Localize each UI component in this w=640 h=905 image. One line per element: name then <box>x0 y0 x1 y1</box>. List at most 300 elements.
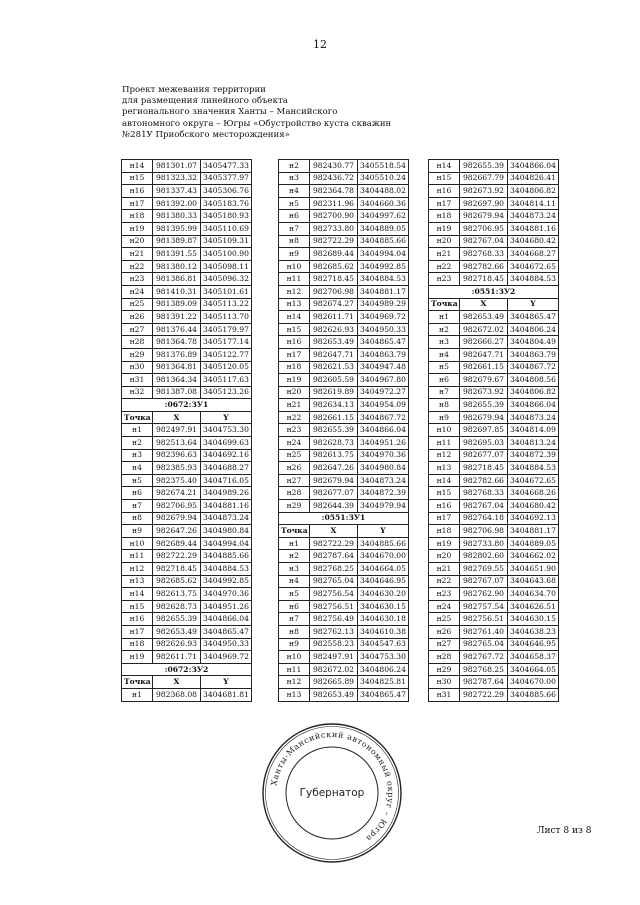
table-row <box>429 651 559 664</box>
y-cell: 3404873.24 <box>508 411 559 424</box>
x-cell: 982689.44 <box>310 248 358 261</box>
point-cell: н3 <box>279 563 310 576</box>
column-header-point: Точка <box>122 411 153 424</box>
x-cell: 982722.29 <box>310 537 358 550</box>
table-row <box>122 336 252 349</box>
point-cell: н26 <box>279 462 310 475</box>
point-cell: н25 <box>429 613 460 626</box>
x-cell: 981380.33 <box>153 210 201 223</box>
point-cell: н8 <box>429 399 460 412</box>
x-cell: 981392.00 <box>153 197 201 210</box>
y-cell: 3404638.23 <box>508 625 559 638</box>
point-cell: н29 <box>122 348 153 361</box>
table-row <box>122 298 252 311</box>
x-cell: 982782.66 <box>460 260 508 273</box>
point-cell: н17 <box>279 348 310 361</box>
point-cell: н14 <box>122 160 153 173</box>
point-cell: н18 <box>279 361 310 374</box>
x-cell: 982697.90 <box>460 197 508 210</box>
table-row <box>429 487 559 500</box>
y-cell: 3404866.04 <box>201 613 252 626</box>
table-row <box>122 172 252 185</box>
y-cell: 3404646.95 <box>508 638 559 651</box>
x-cell: 981386.81 <box>153 273 201 286</box>
y-cell: 3404994.04 <box>358 248 409 261</box>
table-row <box>279 500 409 513</box>
point-cell: н12 <box>429 449 460 462</box>
y-cell: 3404668.27 <box>508 248 559 261</box>
x-cell: 982655.39 <box>460 399 508 412</box>
point-cell: н19 <box>122 222 153 235</box>
point-cell: н31 <box>429 688 460 701</box>
table-row <box>279 222 409 235</box>
table-row <box>279 361 409 374</box>
point-cell: н1 <box>429 311 460 324</box>
x-cell: 982700.90 <box>310 210 358 223</box>
point-cell: н19 <box>429 537 460 550</box>
section-title: :0672:ЗУ2 <box>122 663 252 676</box>
sheet-label: Лист 8 из 8 <box>537 826 592 836</box>
x-cell: 982769.55 <box>460 563 508 576</box>
x-cell: 982768.33 <box>460 248 508 261</box>
table-row <box>429 348 559 361</box>
point-cell: н5 <box>429 361 460 374</box>
point-cell: н13 <box>122 575 153 588</box>
y-cell: 3404680.42 <box>508 235 559 248</box>
point-cell: н7 <box>429 386 460 399</box>
x-cell: 982733.80 <box>310 222 358 235</box>
table-row <box>279 399 409 412</box>
table-row <box>122 537 252 550</box>
table-row <box>122 424 252 437</box>
x-cell: 982765.04 <box>460 638 508 651</box>
table-row <box>279 235 409 248</box>
point-cell: н23 <box>122 273 153 286</box>
point-cell: н13 <box>279 688 310 701</box>
y-cell: 3404670.00 <box>358 550 409 563</box>
point-cell: н26 <box>122 311 153 324</box>
point-cell: н29 <box>279 500 310 513</box>
y-cell: 3404989.26 <box>201 487 252 500</box>
y-cell: 3404889.05 <box>508 537 559 550</box>
point-cell: н6 <box>429 374 460 387</box>
table-row <box>279 663 409 676</box>
table-row <box>122 550 252 563</box>
point-cell: н6 <box>279 210 310 223</box>
point-cell: н5 <box>279 197 310 210</box>
x-cell: 982621.53 <box>310 361 358 374</box>
point-cell: н7 <box>122 500 153 513</box>
y-cell: 3404947.48 <box>358 361 409 374</box>
point-cell: н17 <box>429 512 460 525</box>
point-cell: н25 <box>279 449 310 462</box>
point-cell: н20 <box>429 235 460 248</box>
table-row <box>279 172 409 185</box>
y-cell: 3404865.47 <box>508 311 559 324</box>
x-cell: 982697.85 <box>460 424 508 437</box>
y-cell: 3404884.53 <box>201 563 252 576</box>
table-row <box>429 537 559 550</box>
y-cell: 3404662.02 <box>508 550 559 563</box>
y-cell: 3405120.05 <box>201 361 252 374</box>
y-cell: 3405096.32 <box>201 273 252 286</box>
point-cell: н24 <box>429 600 460 613</box>
y-cell: 3404884.53 <box>508 462 559 475</box>
x-cell: 981364.34 <box>153 374 201 387</box>
x-cell: 982787.64 <box>310 550 358 563</box>
point-cell: н15 <box>279 323 310 336</box>
table-row <box>429 663 559 676</box>
point-cell: н11 <box>279 663 310 676</box>
heading-line: автономного округа – Югры «Обустройство куста скважин <box>122 118 392 129</box>
point-cell: н10 <box>279 651 310 664</box>
point-cell: н1 <box>122 688 153 701</box>
y-cell: 3404994.04 <box>201 537 252 550</box>
y-cell: 3404979.94 <box>358 500 409 513</box>
y-cell: 3404808.56 <box>508 374 559 387</box>
table-row <box>279 411 409 424</box>
point-cell: н8 <box>279 625 310 638</box>
table-row <box>122 625 252 638</box>
y-cell: 3404664.05 <box>358 563 409 576</box>
x-cell: 982436.72 <box>310 172 358 185</box>
point-cell: н9 <box>279 248 310 261</box>
table-row <box>429 449 559 462</box>
y-cell: 3404866.04 <box>508 399 559 412</box>
x-cell: 982706.95 <box>460 222 508 235</box>
table-row <box>122 575 252 588</box>
y-cell: 3405123.26 <box>201 386 252 399</box>
point-cell: н28 <box>279 487 310 500</box>
point-cell: н27 <box>279 474 310 487</box>
table-row <box>429 172 559 185</box>
y-cell: 3404692.16 <box>201 449 252 462</box>
point-cell: н15 <box>122 600 153 613</box>
table-row <box>122 512 252 525</box>
x-cell: 981389.87 <box>153 235 201 248</box>
section-row <box>122 399 252 412</box>
point-cell: н3 <box>279 172 310 185</box>
x-cell: 982661.15 <box>310 411 358 424</box>
x-cell: 982611.71 <box>153 651 201 664</box>
y-cell: 3404804.49 <box>508 336 559 349</box>
heading-line: для размещения линейного объекта <box>122 96 288 107</box>
y-cell: 3404688.27 <box>201 462 252 475</box>
x-cell: 981389.09 <box>153 298 201 311</box>
section-title: :0672:ЗУ1 <box>122 399 252 412</box>
table-row <box>429 323 559 336</box>
point-cell: н21 <box>122 248 153 261</box>
point-cell: н6 <box>279 600 310 613</box>
y-cell: 3404863.79 <box>358 348 409 361</box>
table-row <box>429 197 559 210</box>
y-cell: 3404643.68 <box>508 575 559 588</box>
point-cell: н5 <box>122 474 153 487</box>
y-cell: 3404970.36 <box>201 588 252 601</box>
table-row <box>429 588 559 601</box>
x-cell: 982733.80 <box>460 537 508 550</box>
point-cell: н20 <box>429 550 460 563</box>
governor-seal <box>261 722 403 864</box>
x-cell: 982767.04 <box>460 235 508 248</box>
point-cell: н18 <box>122 638 153 651</box>
table-row <box>279 474 409 487</box>
y-cell: 3405179.97 <box>201 323 252 336</box>
table-row <box>429 676 559 689</box>
y-cell: 3404884.53 <box>358 273 409 286</box>
point-cell: н26 <box>429 625 460 638</box>
x-cell: 982628.73 <box>153 600 201 613</box>
y-cell: 3404753.30 <box>201 424 252 437</box>
point-cell: н32 <box>122 386 153 399</box>
y-cell: 3405109.31 <box>201 235 252 248</box>
y-cell: 3404873.24 <box>358 474 409 487</box>
document-heading <box>122 85 422 141</box>
x-cell: 982722.29 <box>153 550 201 563</box>
y-cell: 3404651.90 <box>508 563 559 576</box>
x-cell: 982672.02 <box>310 663 358 676</box>
x-cell: 982385.93 <box>153 462 201 475</box>
table-row <box>122 613 252 626</box>
table-row <box>122 273 252 286</box>
y-cell: 3404658.37 <box>508 651 559 664</box>
y-cell: 3404970.36 <box>358 449 409 462</box>
x-cell: 982782.66 <box>460 474 508 487</box>
table-row <box>122 474 252 487</box>
table-row <box>429 525 559 538</box>
y-cell: 3404668.26 <box>508 487 559 500</box>
table-row <box>429 160 559 173</box>
x-cell: 982634.13 <box>310 399 358 412</box>
point-cell: н30 <box>429 676 460 689</box>
table-row <box>279 625 409 638</box>
y-cell: 3404989.29 <box>358 298 409 311</box>
y-cell: 3404867.72 <box>358 411 409 424</box>
x-cell: 981380.12 <box>153 260 201 273</box>
x-cell: 981391.22 <box>153 311 201 324</box>
point-cell: н7 <box>279 222 310 235</box>
y-cell: 3404873.24 <box>508 210 559 223</box>
y-cell: 3405098.11 <box>201 260 252 273</box>
point-cell: н23 <box>429 273 460 286</box>
x-cell: 982613.75 <box>153 588 201 601</box>
heading-line: №281У Приобского месторождения» <box>122 129 290 140</box>
x-cell: 982626.93 <box>153 638 201 651</box>
point-cell: н2 <box>122 437 153 450</box>
table-row <box>429 361 559 374</box>
table-row <box>429 386 559 399</box>
x-cell: 981387.08 <box>153 386 201 399</box>
y-cell: 3404660.36 <box>358 197 409 210</box>
table-row <box>122 210 252 223</box>
table-row <box>279 462 409 475</box>
table-row <box>122 323 252 336</box>
x-cell: 982430.77 <box>310 160 358 173</box>
table-row <box>122 248 252 261</box>
point-cell: н15 <box>429 172 460 185</box>
x-cell: 982677.07 <box>310 487 358 500</box>
y-cell: 3404806.24 <box>508 323 559 336</box>
table-row <box>122 197 252 210</box>
table-row <box>122 260 252 273</box>
y-cell: 3405177.14 <box>201 336 252 349</box>
y-cell: 3404670.00 <box>508 676 559 689</box>
y-cell: 3405180.93 <box>201 210 252 223</box>
x-cell: 982762.90 <box>460 588 508 601</box>
coordinates-table-right <box>428 159 559 702</box>
x-cell: 982653.49 <box>460 311 508 324</box>
y-cell: 3405518.54 <box>358 160 409 173</box>
point-cell: н7 <box>279 613 310 626</box>
point-cell: н2 <box>429 323 460 336</box>
table-row <box>429 512 559 525</box>
y-cell: 3404716.05 <box>201 474 252 487</box>
x-cell: 982665.89 <box>310 676 358 689</box>
point-cell: н4 <box>429 348 460 361</box>
point-cell: н6 <box>122 487 153 500</box>
point-cell: н22 <box>279 411 310 424</box>
table-row <box>122 285 252 298</box>
x-cell: 982718.45 <box>153 563 201 576</box>
x-cell: 982666.27 <box>460 336 508 349</box>
x-cell: 982655.39 <box>460 160 508 173</box>
x-cell: 981301.07 <box>153 160 201 173</box>
section-title: :0551:ЗУ1 <box>279 512 409 525</box>
point-cell: н8 <box>279 235 310 248</box>
point-cell: н15 <box>429 487 460 500</box>
point-cell: н20 <box>122 235 153 248</box>
table-row <box>429 688 559 701</box>
column-header-x: X <box>310 525 358 538</box>
table-row <box>279 311 409 324</box>
point-cell: н10 <box>122 537 153 550</box>
coordinates-table-left <box>121 159 252 702</box>
table-row <box>122 588 252 601</box>
point-cell: н14 <box>122 588 153 601</box>
table-row <box>122 638 252 651</box>
table-row <box>429 424 559 437</box>
point-cell: н5 <box>279 588 310 601</box>
y-cell: 3404951.26 <box>201 600 252 613</box>
point-cell: н9 <box>279 638 310 651</box>
x-cell: 982655.39 <box>310 424 358 437</box>
y-cell: 3404547.63 <box>358 638 409 651</box>
y-cell: 3404865.47 <box>201 625 252 638</box>
x-cell: 982685.62 <box>310 260 358 273</box>
x-cell: 982677.07 <box>460 449 508 462</box>
x-cell: 982653.49 <box>153 625 201 638</box>
x-cell: 981376.89 <box>153 348 201 361</box>
point-cell: н16 <box>122 185 153 198</box>
x-cell: 982722.29 <box>310 235 358 248</box>
table-row <box>122 374 252 387</box>
x-cell: 982768.25 <box>310 563 358 576</box>
x-cell: 982647.71 <box>460 348 508 361</box>
x-cell: 982647.71 <box>310 348 358 361</box>
y-cell: 3404881.16 <box>508 222 559 235</box>
y-cell: 3405122.77 <box>201 348 252 361</box>
y-cell: 3405183.76 <box>201 197 252 210</box>
table-row <box>279 298 409 311</box>
table-row <box>429 638 559 651</box>
table-row <box>122 348 252 361</box>
x-cell: 982655.39 <box>153 613 201 626</box>
column-header-point: Точка <box>122 676 153 689</box>
y-cell: 3404806.82 <box>508 386 559 399</box>
point-cell: н28 <box>122 336 153 349</box>
table-row <box>122 235 252 248</box>
x-cell: 982718.45 <box>460 273 508 286</box>
table-row <box>279 437 409 450</box>
x-cell: 982756.49 <box>310 613 358 626</box>
point-cell: н14 <box>279 311 310 324</box>
x-cell: 982706.98 <box>310 285 358 298</box>
table-header-row <box>279 525 409 538</box>
x-cell: 981323.32 <box>153 172 201 185</box>
point-cell: н13 <box>279 298 310 311</box>
table-row <box>122 222 252 235</box>
table-row <box>279 424 409 437</box>
y-cell: 3404881.17 <box>358 285 409 298</box>
y-cell: 3404969.72 <box>201 651 252 664</box>
x-cell: 982764.18 <box>460 512 508 525</box>
point-cell: н10 <box>279 260 310 273</box>
section-row <box>279 512 409 525</box>
point-cell: н18 <box>122 210 153 223</box>
point-cell: н9 <box>122 525 153 538</box>
seal-ring-text: Ханты-Мансийский автономный округ – Югра <box>269 729 396 844</box>
x-cell: 982802.60 <box>460 550 508 563</box>
x-cell: 981391.55 <box>153 248 201 261</box>
point-cell: н15 <box>122 172 153 185</box>
column-header-y: Y <box>358 525 409 538</box>
x-cell: 982695.03 <box>460 437 508 450</box>
point-cell: н1 <box>279 537 310 550</box>
x-cell: 982368.08 <box>153 688 201 701</box>
table-row <box>279 260 409 273</box>
table-row <box>429 474 559 487</box>
y-cell: 3404967.80 <box>358 374 409 387</box>
table-row <box>429 248 559 261</box>
x-cell: 982497.91 <box>153 424 201 437</box>
y-cell: 3405100.90 <box>201 248 252 261</box>
point-cell: н27 <box>429 638 460 651</box>
y-cell: 3404997.62 <box>358 210 409 223</box>
table-row <box>122 185 252 198</box>
y-cell: 3404630.15 <box>508 613 559 626</box>
x-cell: 982787.64 <box>460 676 508 689</box>
point-cell: н10 <box>429 424 460 437</box>
y-cell: 3405306.76 <box>201 185 252 198</box>
table-row <box>429 311 559 324</box>
table-row <box>122 563 252 576</box>
table-row <box>429 563 559 576</box>
x-cell: 981364.78 <box>153 336 201 349</box>
point-cell: н28 <box>429 651 460 664</box>
y-cell: 3404681.81 <box>201 688 252 701</box>
x-cell: 982558.23 <box>310 638 358 651</box>
point-cell: н30 <box>122 361 153 374</box>
column-header-y: Y <box>508 298 559 311</box>
x-cell: 982756.54 <box>310 588 358 601</box>
y-cell: 3405377.97 <box>201 172 252 185</box>
table-row <box>429 500 559 513</box>
section-row <box>429 285 559 298</box>
point-cell: н21 <box>429 248 460 261</box>
y-cell: 3404992.85 <box>358 260 409 273</box>
x-cell: 981395.99 <box>153 222 201 235</box>
y-cell: 3404885.66 <box>508 688 559 701</box>
